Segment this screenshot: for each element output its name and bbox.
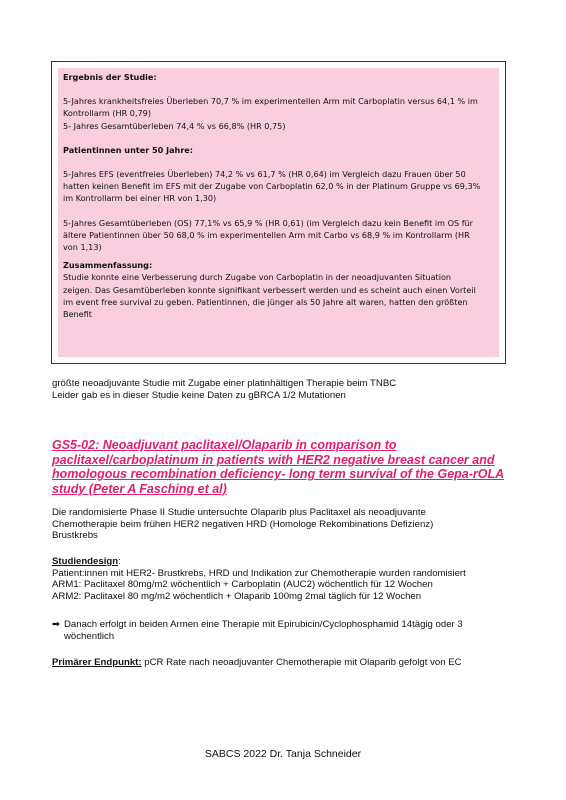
after-box-line: Leider gab es in dieser Studie keine Daten zu gBRCA 1/2 Mutationen bbox=[52, 389, 346, 401]
study-design-line: Patient:innen mit HER2- Brustkrebs, HRD und Indikation zur Chemotherapie wurden randomisiert bbox=[52, 567, 466, 579]
after-box-text bbox=[52, 378, 396, 401]
result-line: Kontrollarm (HR 0,79) bbox=[63, 108, 151, 119]
primary-endpoint bbox=[52, 657, 462, 669]
after-box-line: größte neoadjuvante Studie mit Zugabe einer platinhältigen Therapie beim TNBC bbox=[52, 378, 397, 389]
arrow-right-icon: ➡ bbox=[52, 619, 61, 630]
followup-note bbox=[52, 619, 512, 642]
intro-paragraph bbox=[52, 507, 433, 542]
os-line: 5-Jahres Gesamtüberleben (OS) 77,1% vs 65,9 % (HR 0,61) (im Vergleich dazu kein Benefit im OS für bbox=[63, 217, 473, 228]
primary-endpoint-label: Primärer Endpunkt: bbox=[52, 657, 142, 668]
study-design-heading: Studiendesign bbox=[52, 556, 119, 567]
primary-endpoint-text: pCR Rate nach neoadjuvanter Chemotherapie mit Olaparib gefolgt von EC bbox=[141, 657, 462, 668]
page-footer: SABCS 2022 Dr. Tanja Schneider bbox=[204, 748, 362, 760]
study-design-heading-row bbox=[52, 556, 466, 568]
result-line: 5- Jahres Gesamtüberleben 74,4 % vs 66,8% (HR 0,75) bbox=[63, 120, 286, 131]
study-design bbox=[52, 556, 466, 602]
study-design-line: ARM1: Paclitaxel 80mg/m2 wöchentlich + Carboplatin (AUC2) wöchentlich für 12 Wochen bbox=[52, 579, 433, 591]
study-design-colon: : bbox=[118, 556, 121, 567]
results-box-content bbox=[58, 68, 499, 357]
study-title-line: GS5-02: Neoadjuvant paclitaxel/Olaparib in comparison to bbox=[52, 438, 397, 452]
study-title-line: paclitaxel/carboplatinum in patients with HER2 negative breast cancer and bbox=[52, 452, 495, 467]
summary-line: Studie konnte eine Verbesserung durch Zugabe von Carboplatin in der neoadjuvanten Situation bbox=[63, 272, 452, 283]
followup-line: wöchentlich bbox=[64, 630, 115, 642]
intro-line: Chemotherapie beim frühen HER2 negativen HRD (Homologe Rekombinations Defizienz) bbox=[52, 518, 434, 530]
study-title-line: homologous recombination deficiency- long term survival of the Gepa-rOLA bbox=[52, 467, 505, 482]
efs-line: im Kontrollarm bei einer HR von 1,30) bbox=[63, 193, 217, 204]
efs-line: 5-Jahres EFS (eventfreies Überleben) 74,2 % vs 61,7 % (HR 0,64) im Vergleich dazu Frauen über 50 bbox=[63, 169, 466, 180]
study-title-line: study (Peter A Fasching et al) bbox=[52, 481, 227, 496]
summary-heading: Zusammenfassung: bbox=[63, 260, 153, 271]
study-design-line: ARM2: Paclitaxel 80 mg/m2 wöchentlich + Olaparib 100mg 2mal täglich für 12 Wochen bbox=[52, 590, 422, 602]
result-line: 5-Jahres krankheitsfreies Überleben 70,7 % im experimentellen Arm mit Carboplatin versus 64,1 % im bbox=[63, 96, 478, 107]
summary-line: Benefit bbox=[63, 309, 92, 320]
result-heading: Ergebnis der Studie: bbox=[63, 72, 157, 82]
summary-line: zeigen. Das Gesamtüberleben konnte signifikant verbessert werden und es scheint auch einen Vorteil bbox=[63, 284, 476, 295]
study-title bbox=[52, 438, 512, 496]
intro-line: Brustkrebs bbox=[52, 530, 98, 542]
os-line: ältere Patientinnen über 50 68,0 % im experimentellen Arm mit Carbo vs 68,9 % im Kontrollarm (HR bbox=[63, 229, 470, 240]
results-box bbox=[51, 61, 506, 364]
os-line: von 1,13) bbox=[63, 242, 102, 253]
efs-line: hatten keinen Benefit im EFS mit der Zugabe von Carboplatin 62,0 % in der Platinum Gruppe vs 69,3% bbox=[63, 181, 481, 192]
under50-heading: Patientinnen unter 50 Jahre: bbox=[63, 144, 194, 155]
summary-line: im event free survival zu geben. Patientinnen, die jünger als 50 Jahre alt waren, hatten den größten bbox=[63, 296, 468, 307]
followup-line: Danach erfolgt in beiden Armen eine Therapie mit Epirubicin/Cyclophosphamid 14tägig oder 3 bbox=[64, 619, 463, 630]
intro-line: Die randomisierte Phase II Studie untersuchte Olaparib plus Paclitaxel als neoadjuvante bbox=[52, 507, 426, 518]
